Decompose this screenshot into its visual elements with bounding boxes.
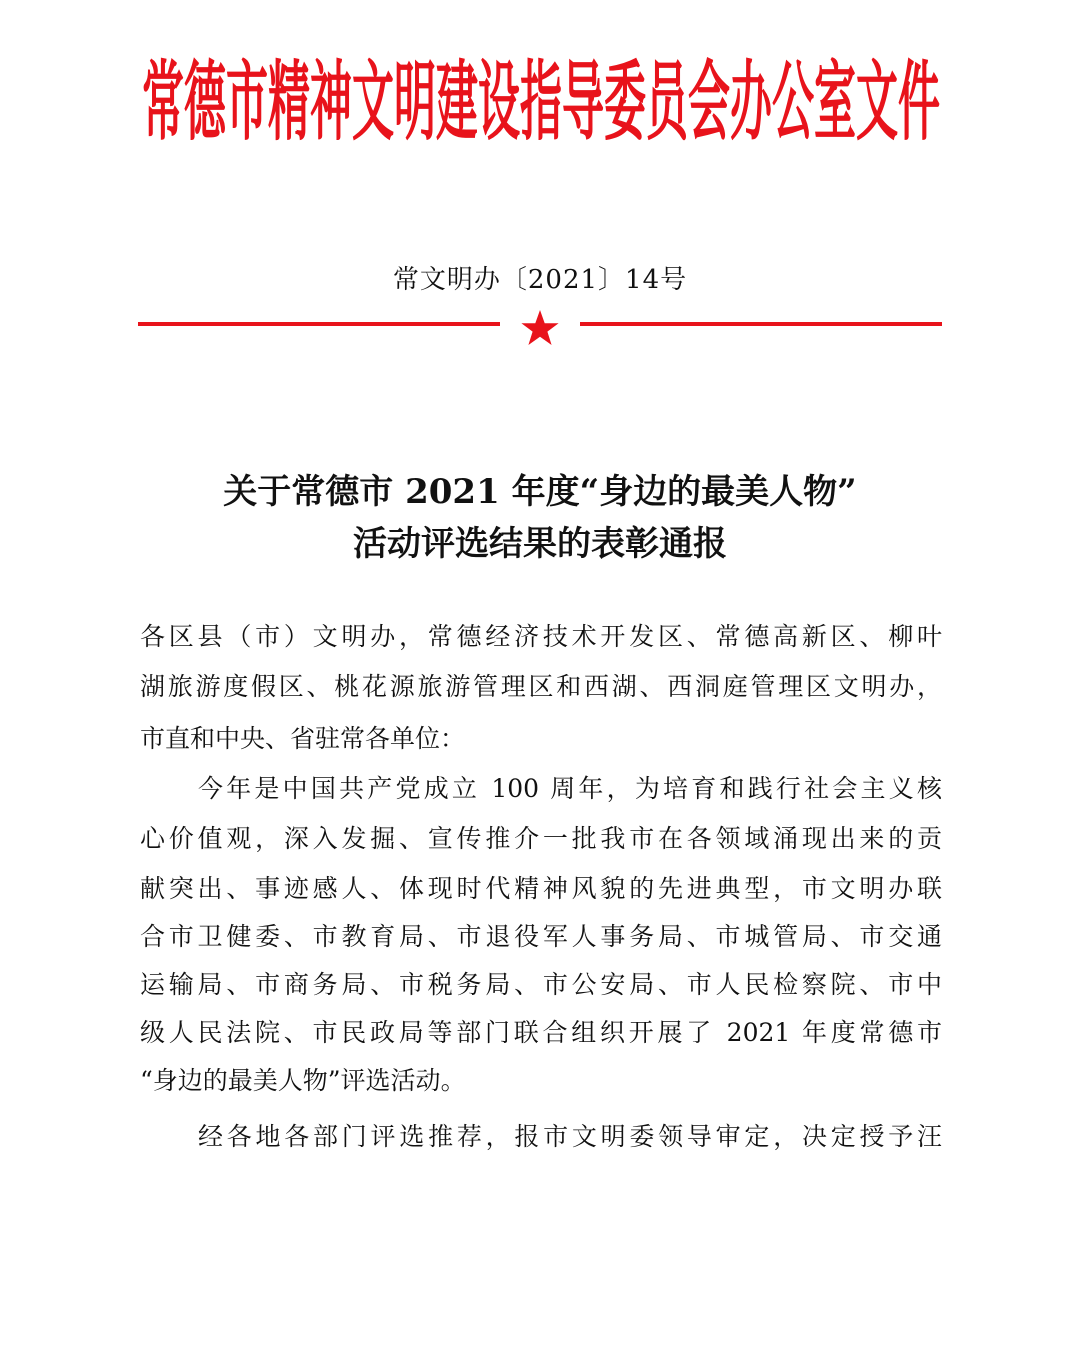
body-line: 合市卫健委、市教育局、市退役军人事务局、市城管局、市交通 xyxy=(140,922,942,951)
header-divider-left xyxy=(138,322,500,326)
document-number: 常文明办〔2021〕14号 xyxy=(392,265,688,295)
body-line: 级人民法院、市民政局等部门联合组织开展了 2021 年度常德市 xyxy=(140,1018,942,1047)
body-line: 经各地各部门评选推荐，报市文明委领导审定，决定授予汪 xyxy=(198,1122,942,1151)
body-line: 今年是中国共产党成立 100 周年，为培育和践行社会主义核 xyxy=(198,774,942,803)
document-title-line-2: 活动评选结果的表彰通报 xyxy=(353,524,727,564)
body-line: 市直和中央、省驻常各单位： xyxy=(140,724,466,753)
header-divider-right xyxy=(580,322,942,326)
body-line: 心价值观，深入发掘、宣传推介一批我市在各领域涌现出来的贡 xyxy=(140,824,942,853)
body-line: “身边的最美人物”评选活动。 xyxy=(140,1066,466,1095)
document-title-line-1: 关于常德市 2021 年度“身边的最美人物” xyxy=(223,472,857,512)
body-line: 湖旅游度假区、桃花源旅游管理区和西湖、西洞庭管理区文明办， xyxy=(140,672,942,701)
red-header-title: 常德市精神文明建设指导委员会办公室文件 xyxy=(141,51,940,153)
body-line: 各区县（市）文明办，常德经济技术开发区、常德高新区、柳叶 xyxy=(140,622,942,651)
red-star-icon xyxy=(520,308,560,348)
body-line: 运输局、市商务局、市税务局、市公安局、市人民检察院、市中 xyxy=(140,970,942,999)
body-line: 献突出、事迹感人、体现时代精神风貌的先进典型，市文明办联 xyxy=(140,874,942,903)
